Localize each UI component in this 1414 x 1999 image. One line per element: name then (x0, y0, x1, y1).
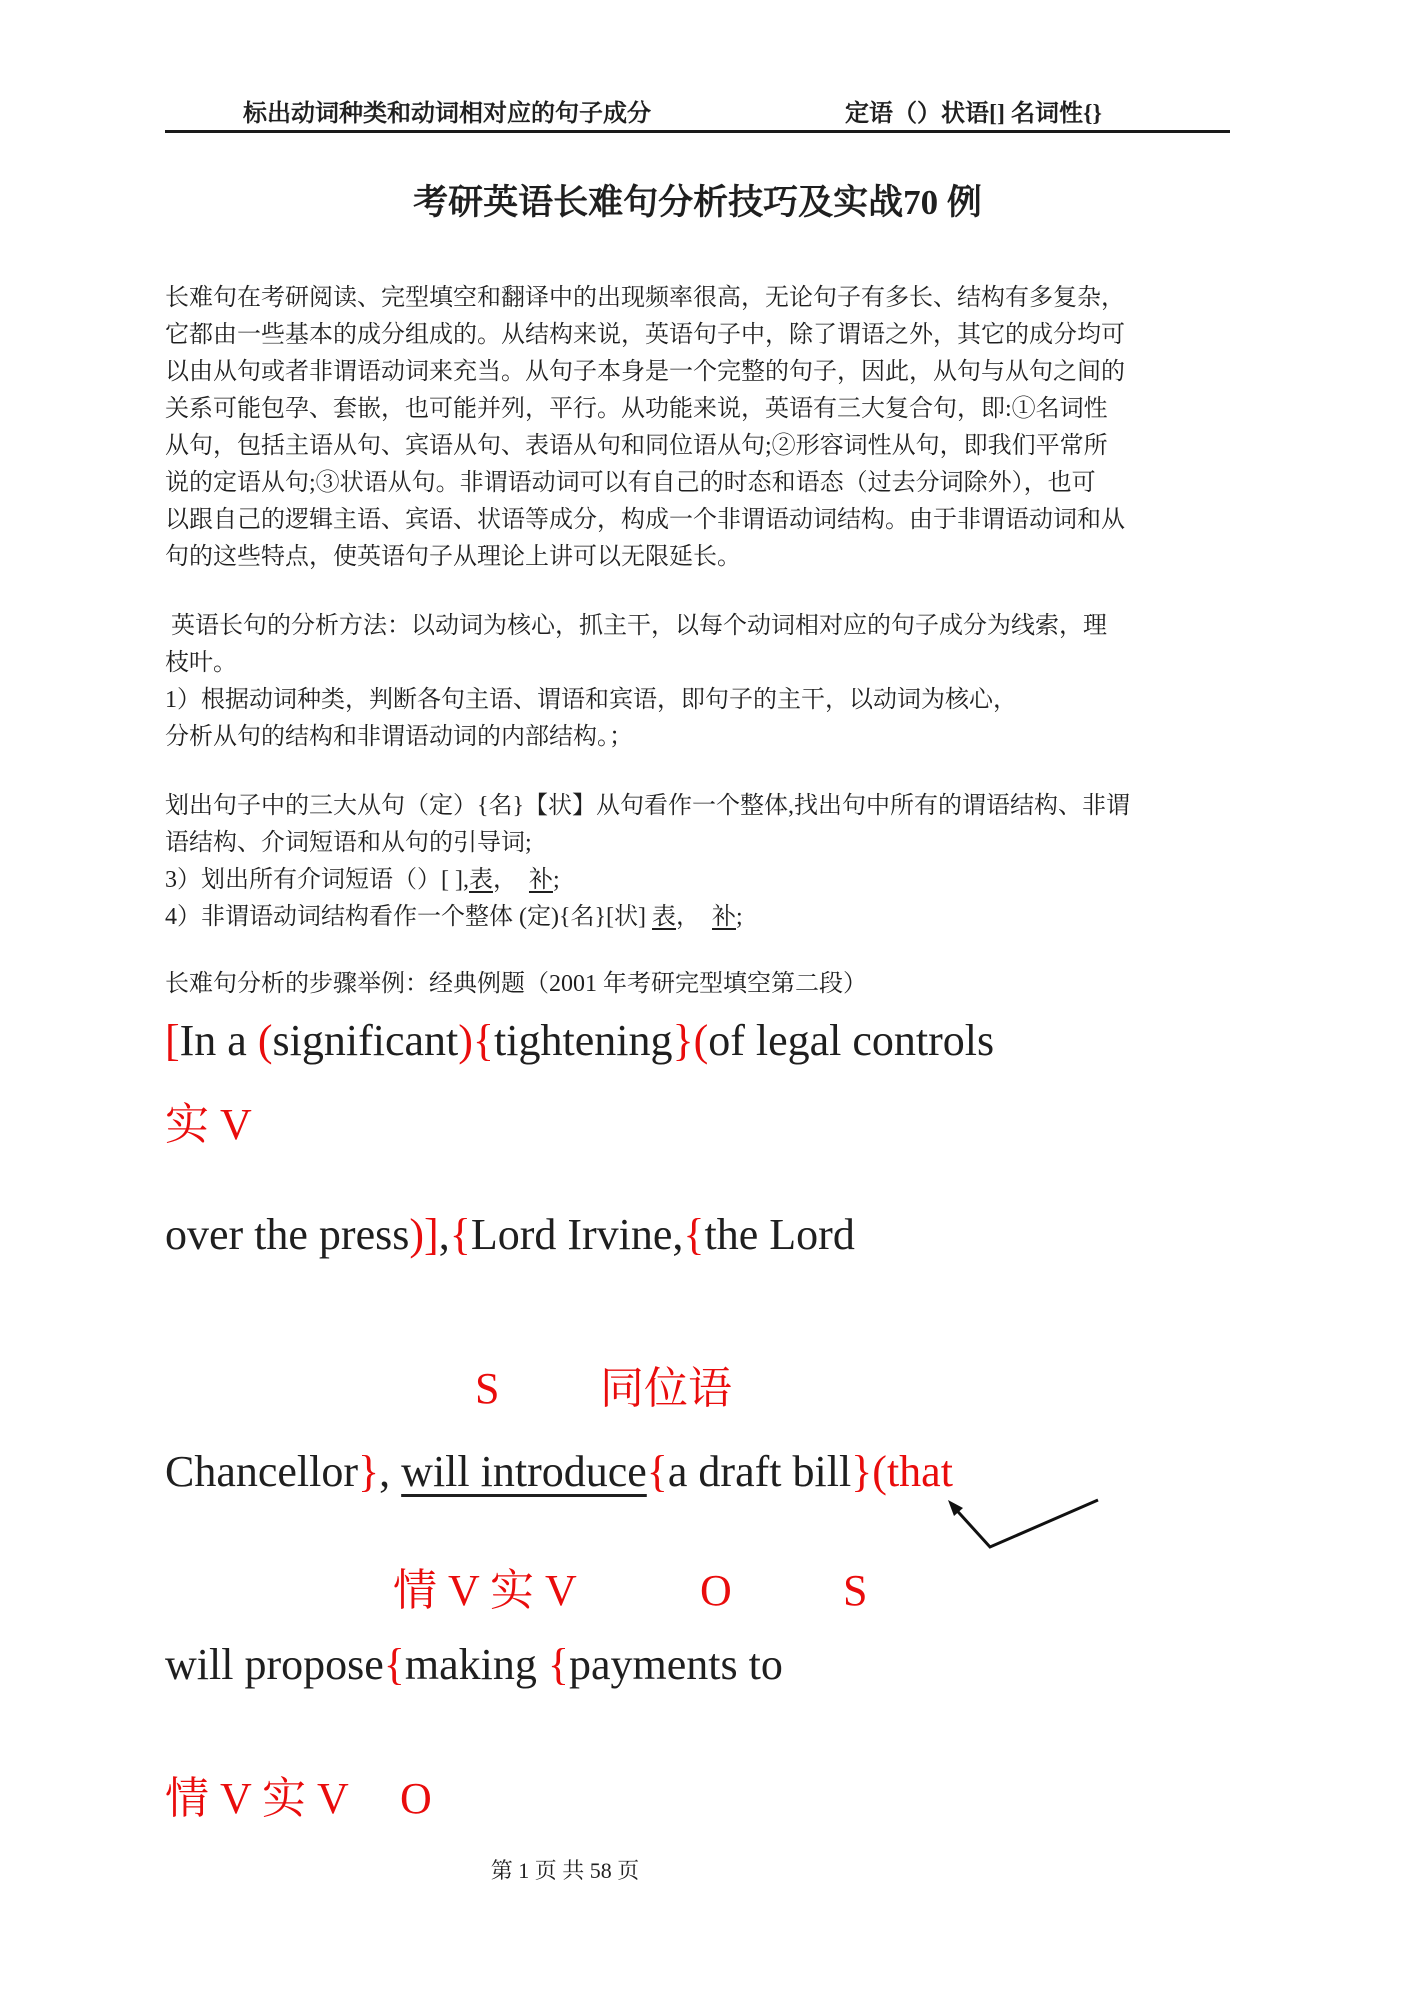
header-left-text: 标出动词种类和动词相对应的句子成分 (243, 101, 651, 127)
annotation-label-subject: S (475, 1364, 500, 1413)
page-footer: 第 1 页 共 58 页 (490, 1858, 640, 1883)
example-intro: 长难句分析的步骤举例：经典例题（2001 年考研完型填空第二段） (165, 971, 867, 997)
text-line: 从句，包括主语从句、宾语从句、表语从句和同位语从句;②形容词性从句，即我们平常所 (165, 433, 1108, 459)
paragraph-analysis-method (165, 608, 1215, 756)
page-header (165, 75, 1230, 133)
page-title: 考研英语长难句分析技巧及实战70 例 (413, 183, 982, 222)
annotation-label-object-2: O (400, 1774, 432, 1823)
text-line: 关系可能包孕、套嵌，也可能并列，平行。从功能来说，英语有三大复合句，即:①名词性 (165, 396, 1108, 422)
text-line: 英语长句的分析方法：以动词为核心，抓主干，以每个动词相对应的句子成分为线索，理 (165, 613, 1107, 639)
text-line: 语结构、介词短语和从句的引导词; (165, 830, 532, 856)
example-sentence-line-1: [In a (significant){tightening}(of legal controls (165, 1016, 995, 1065)
annotation-label-verbs: 情 V 实 V (393, 1566, 577, 1615)
text-line: 它都由一些基本的成分组成的。从结构来说，英语句子中，除了谓语之外，其它的成分均可 (165, 322, 1125, 348)
text-line: 以由从句或者非谓语动词来充当。从句子本身是一个完整的句子，因此，从句与从句之间的 (165, 359, 1125, 385)
text-line: 划出句子中的三大从句（定）{名}【状】从句看作一个整体,找出句中所有的谓语结构、非谓 (165, 793, 1131, 819)
text-line: 分析从句的结构和非谓语动词的内部结构。； (165, 724, 633, 750)
paragraph-intro (165, 280, 1215, 576)
example-sentence-line-4: will propose{making {payments to (165, 1640, 783, 1689)
annotation-label-appositive: 同位语 (600, 1364, 732, 1413)
text-line: 长难句在考研阅读、完型填空和翻译中的出现频率很高，无论句子有多长、结构有多复杂， (165, 285, 1125, 311)
text-line: 4）非谓语动词结构看作一个整体 (定){名}[状] 表， 补; (165, 904, 743, 930)
text-line: 以跟自己的逻辑主语、宾语、状语等成分，构成一个非谓语动词结构。由于非谓语动词和从 (165, 507, 1125, 533)
paragraph-steps (165, 788, 1215, 936)
header-right-text: 定语（）状语[] 名词性{} (845, 101, 1102, 127)
annotation-label-object: O (700, 1566, 732, 1615)
example-sentence-line-3: Chancellor}, will introduce{a draft bill}(that (165, 1447, 953, 1496)
annotation-label-shi-v: 实 V (165, 1100, 252, 1149)
annotation-label-subject-2: S (843, 1566, 868, 1615)
text-line: 3）划出所有介词短语（）[ ],表， 补; (165, 867, 560, 893)
text-line: 1）根据动词种类，判断各句主语、谓语和宾语，即句子的主干，以动词为核心， (165, 687, 1017, 713)
annotation-label-verbs-2: 情 V 实 V (165, 1774, 349, 1823)
text-line: 句的这些特点，使英语句子从理论上讲可以无限延长。 (165, 544, 741, 570)
example-sentence-line-2: over the press)],{Lord Irvine,{the Lord (165, 1210, 855, 1259)
text-line: 说的定语从句;③状语从句。非谓语动词可以有自己的时态和语态（过去分词除外），也可 (165, 470, 1096, 496)
annotation-arrow-icon (938, 1492, 1108, 1557)
text-line: 枝叶。 (165, 650, 237, 676)
